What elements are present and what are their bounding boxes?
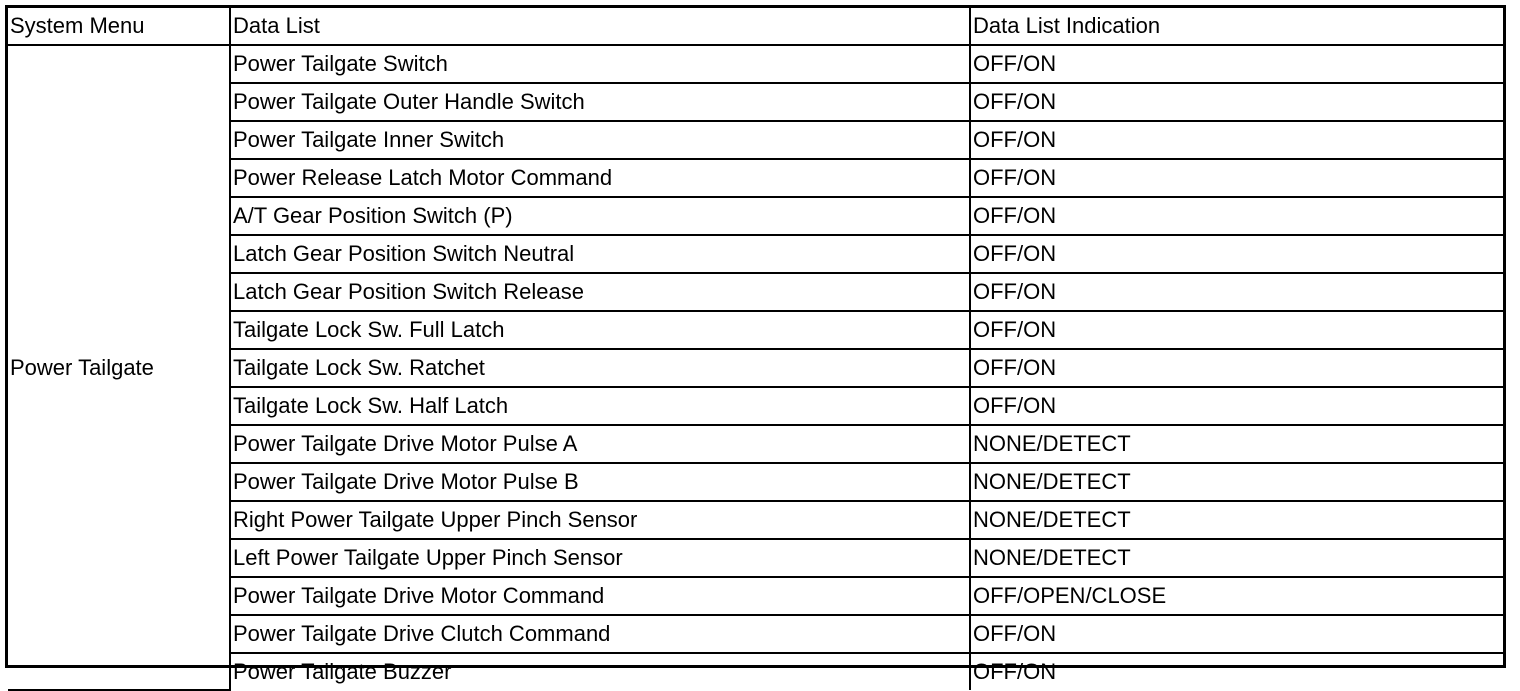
table-row	[8, 159, 1503, 197]
data-list-item-cell: Power Tailgate Outer Handle Switch	[230, 83, 970, 121]
data-list-indication-cell: OFF/ON	[970, 273, 1503, 311]
data-list-indication-cell: OFF/ON	[970, 83, 1503, 121]
data-list-item-cell: Power Tailgate Drive Motor Command	[230, 577, 970, 615]
data-list-item-cell: Power Tailgate Buzzer	[230, 653, 970, 690]
data-list-indication-cell: OFF/ON	[970, 349, 1503, 387]
data-list-indication-cell: OFF/ON	[970, 387, 1503, 425]
data-list-item-cell: Power Tailgate Drive Motor Pulse B	[230, 463, 970, 501]
data-list-indication-cell: OFF/ON	[970, 311, 1503, 349]
table-row	[8, 577, 1503, 615]
data-list-indication-cell: OFF/ON	[970, 235, 1503, 273]
header-data-list: Data List	[230, 8, 970, 45]
data-list-indication-cell: OFF/ON	[970, 653, 1503, 690]
table-row	[8, 425, 1503, 463]
data-list-indication-cell: OFF/ON	[970, 615, 1503, 653]
data-list-item-cell: A/T Gear Position Switch (P)	[230, 197, 970, 235]
data-list-table	[8, 8, 1503, 691]
data-list-table-frame	[5, 5, 1506, 684]
table-row	[8, 501, 1503, 539]
data-list-indication-cell: NONE/DETECT	[970, 463, 1503, 501]
system-menu-cell: Power Tailgate	[8, 45, 230, 690]
data-list-item-cell: Power Tailgate Drive Clutch Command	[230, 615, 970, 653]
table-row	[8, 45, 1503, 83]
header-data-list-indication: Data List Indication	[970, 8, 1503, 45]
data-list-item-cell: Power Tailgate Drive Motor Pulse A	[230, 425, 970, 463]
table-row	[8, 653, 1503, 690]
data-list-item-cell: Power Tailgate Inner Switch	[230, 121, 970, 159]
table-row	[8, 615, 1503, 653]
data-list-indication-cell: OFF/OPEN/CLOSE	[970, 577, 1503, 615]
data-list-item-cell: Latch Gear Position Switch Release	[230, 273, 970, 311]
data-list-item-cell: Tailgate Lock Sw. Half Latch	[230, 387, 970, 425]
data-list-indication-cell: OFF/ON	[970, 159, 1503, 197]
data-list-item-cell: Tailgate Lock Sw. Full Latch	[230, 311, 970, 349]
table-row	[8, 83, 1503, 121]
table-row	[8, 349, 1503, 387]
data-list-indication-cell: NONE/DETECT	[970, 539, 1503, 577]
table-row	[8, 463, 1503, 501]
table-row	[8, 539, 1503, 577]
data-list-indication-cell: OFF/ON	[970, 121, 1503, 159]
table-row	[8, 235, 1503, 273]
table-row	[8, 197, 1503, 235]
data-list-indication-cell: OFF/ON	[970, 197, 1503, 235]
data-list-item-cell: Left Power Tailgate Upper Pinch Sensor	[230, 539, 970, 577]
data-list-indication-cell: OFF/ON	[970, 45, 1503, 83]
data-list-item-cell: Power Tailgate Switch	[230, 45, 970, 83]
data-list-item-cell: Latch Gear Position Switch Neutral	[230, 235, 970, 273]
data-list-item-cell: Tailgate Lock Sw. Ratchet	[230, 349, 970, 387]
table-row	[8, 121, 1503, 159]
data-list-item-cell: Power Release Latch Motor Command	[230, 159, 970, 197]
data-list-indication-cell: NONE/DETECT	[970, 425, 1503, 463]
table-body	[8, 8, 1503, 690]
header-system-menu: System Menu	[8, 8, 230, 45]
table-row	[8, 273, 1503, 311]
data-list-item-cell: Right Power Tailgate Upper Pinch Sensor	[230, 501, 970, 539]
table-row	[8, 311, 1503, 349]
table-header-row	[8, 8, 1503, 45]
data-list-indication-cell: NONE/DETECT	[970, 501, 1503, 539]
table-row	[8, 387, 1503, 425]
